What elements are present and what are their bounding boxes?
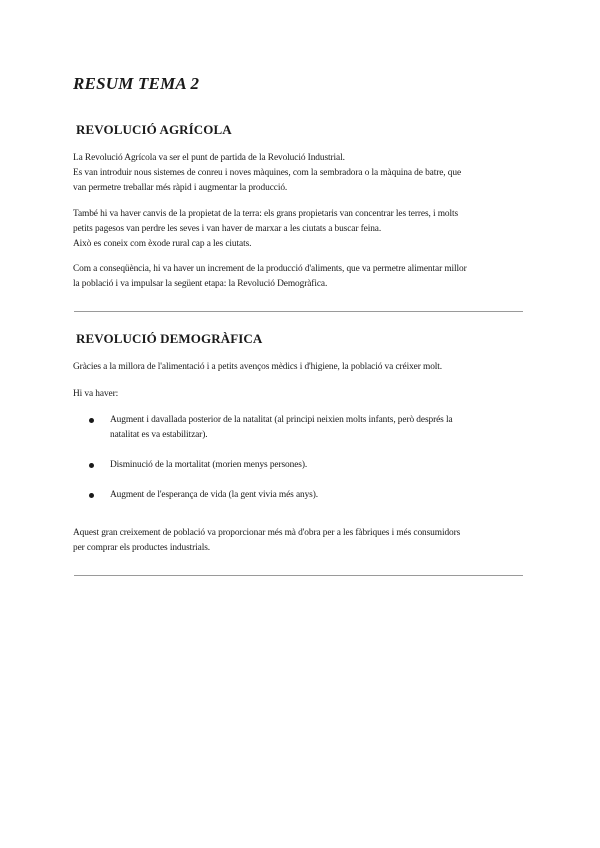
text-line: Disminució de la mortalitat (morien menys persones). <box>110 460 308 470</box>
paragraph-list-intro <box>73 387 543 402</box>
bullet-list <box>88 413 528 518</box>
bullet-icon <box>89 418 94 423</box>
list-item <box>88 488 528 503</box>
text-line: Això es coneix com èxode rural cap a les ciutats. <box>73 239 252 249</box>
document-title: RESUM TEMA 2 <box>73 74 200 93</box>
paragraph-demografica-intro <box>73 360 543 375</box>
text-line: Es van introduir nous sistemes de conreu i noves màquines, com la sembradora o la màquina de batre, que <box>73 168 462 178</box>
bullet-icon <box>89 463 94 468</box>
text-line: van permetre treballar més ràpid i augmentar la producció. <box>73 183 288 193</box>
paragraph-land-ownership <box>73 207 543 252</box>
text-line: Hi va haver: <box>73 389 119 399</box>
text-line: petits pagesos van perdre les seves i van haver de marxar a les ciutats a buscar feina. <box>73 224 382 234</box>
list-item <box>88 458 528 473</box>
section-heading-demografica: REVOLUCIÓ DEMOGRÀFICA <box>76 331 263 346</box>
text-line: Augment de l'esperança de vida (la gent vivia més anys). <box>110 490 318 500</box>
text-line: La Revolució Agrícola va ser el punt de partida de la Revolució Industrial. <box>73 153 345 163</box>
horizontal-divider <box>74 575 523 576</box>
text-line: per comprar els productes industrials. <box>73 543 211 553</box>
bullet-icon <box>89 493 94 498</box>
section-heading-agricola: REVOLUCIÓ AGRÍCOLA <box>76 122 232 137</box>
paragraph-agricola-intro <box>73 151 543 196</box>
text-line: Augment i davallada posterior de la natalitat (al principi neixien molts infants, però després la <box>110 415 453 425</box>
list-item <box>88 413 528 443</box>
paragraph-agricola-consequence <box>73 262 543 292</box>
text-line: Gràcies a la millora de l'alimentació i a petits avenços mèdics i d'higiene, la població va créixer molt. <box>73 362 443 372</box>
horizontal-divider <box>74 311 523 312</box>
paragraph-demografica-closing <box>73 526 543 556</box>
text-line: També hi va haver canvis de la propietat de la terra: els grans propietaris van concentrar les terres, i molts <box>73 209 459 219</box>
text-line: la població i va impulsar la següent etapa: la Revolució Demogràfica. <box>73 279 328 289</box>
text-line: natalitat es va estabilitzar). <box>110 430 208 440</box>
text-line: Aquest gran creixement de població va proporcionar més mà d'obra per a les fàbriques i més consumidors <box>73 528 461 538</box>
text-line: Com a conseqüència, hi va haver un increment de la producció d'aliments, que va permetre alimentar millor <box>73 264 467 274</box>
